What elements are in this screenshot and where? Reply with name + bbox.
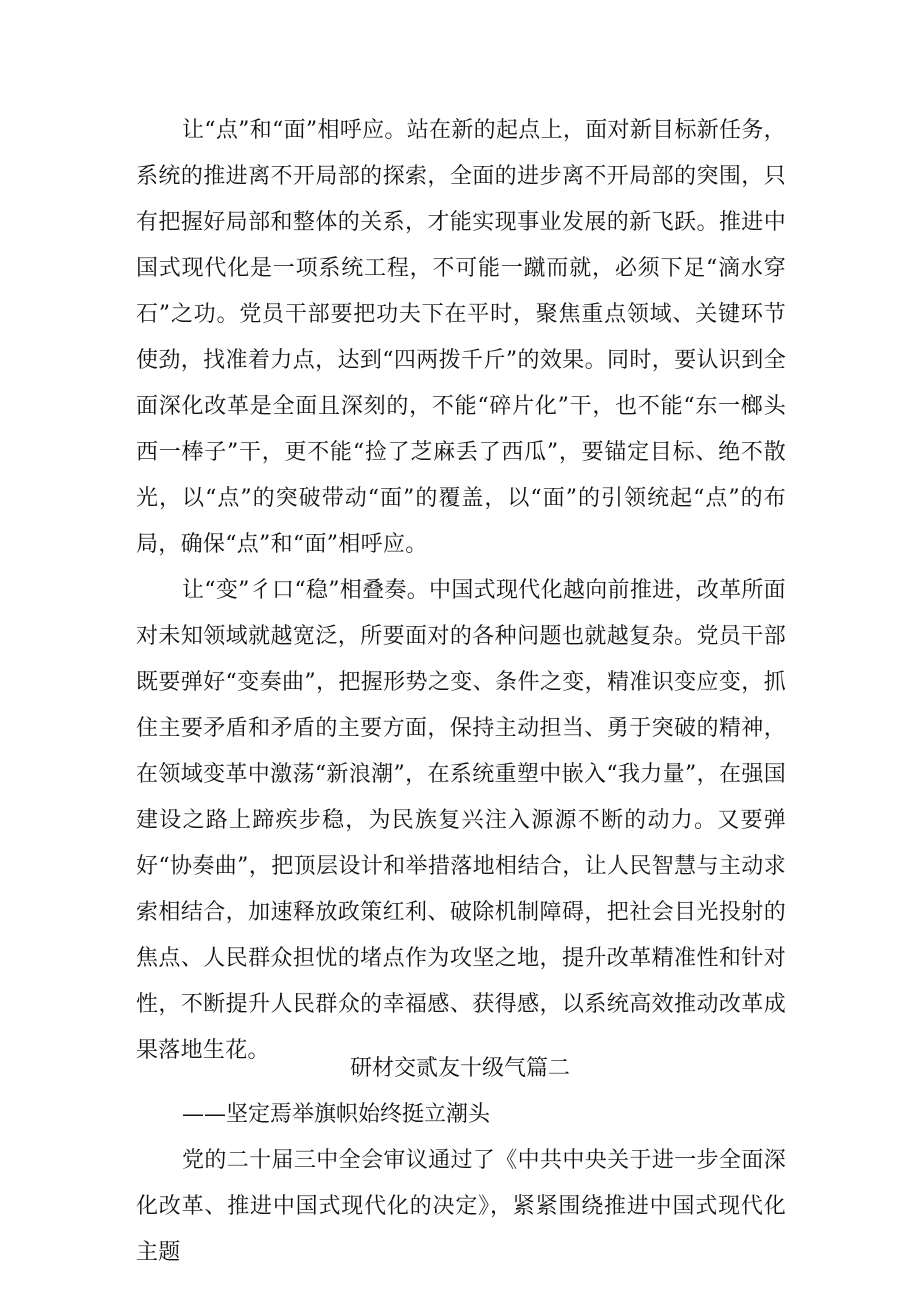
section-title: 研材交贰友十级气篇二 [349, 1056, 570, 1081]
section-subtitle: ——坚定焉举旗帜始终挺立潮头 [182, 1102, 491, 1127]
body-paragraph-1: 让“点”和“面”相呼应。站在新的起点上，面对新目标新任务，系统的推进离不开局部的探索，全面的进步离不开局部的突围，只有把握好局部和整体的关系，才能实现事业发展的新飞跃。推进中国式现代化是一项系统工程，不可能一蹴而就，必须下足“滴水穿石”之功。党员干部要把功夫下在平时，聚焦重点领域、关键环节使劲，找准着力点，达到“四两拨千斤”的效果。同时，要认识到全面深化改革是全面且深刻的，不能“碎片化”干，也不能“东一榔头西一棒子”干，更不能“捡了芝麻丢了西瓜”，要锚定目标、绝不散光，以“点”的突破带动“面”的覆盖，以“面”的引领统起“点”的布局，确保“点”和“面”相呼应。 [136, 118, 786, 557]
body-paragraph-2: 让“变”彳口“稳”相叠奏。中国式现代化越向前推进，改革所面对未知领域就越宽泛，所要面对的各种问题也就越复杂。党员干部既要弹好“变奏曲”，把握形势之变、条件之变，精准识变应变，抓住主要矛盾和矛盾的主要方面，保持主动担当、勇于突破的精神，在领域变革中激荡“新浪潮”，在系统重塑中嵌入“我力量”，在强国建设之路上蹄疾步稳，为民族复兴注入源源不断的动力。又要弹好“协奏曲”，把顶层设计和举措落地相结合，让人民智慧与主动求索相结合，加速释放政策红利、破除机制障碍，把社会目光投射的焦点、人民群众担忧的堵点作为攻坚之地，提升改革精准性和针对性，不断提升人民群众的幸福感、获得感，以系统高效推动改革成果落地生花。 [136, 578, 786, 1063]
body-paragraph-3: 党的二十届三中全会审议通过了《中共中央关于进一步全面深化改革、推进中国式现代化的决定》，紧紧围绕推进中国式现代化主题 [136, 1148, 786, 1265]
